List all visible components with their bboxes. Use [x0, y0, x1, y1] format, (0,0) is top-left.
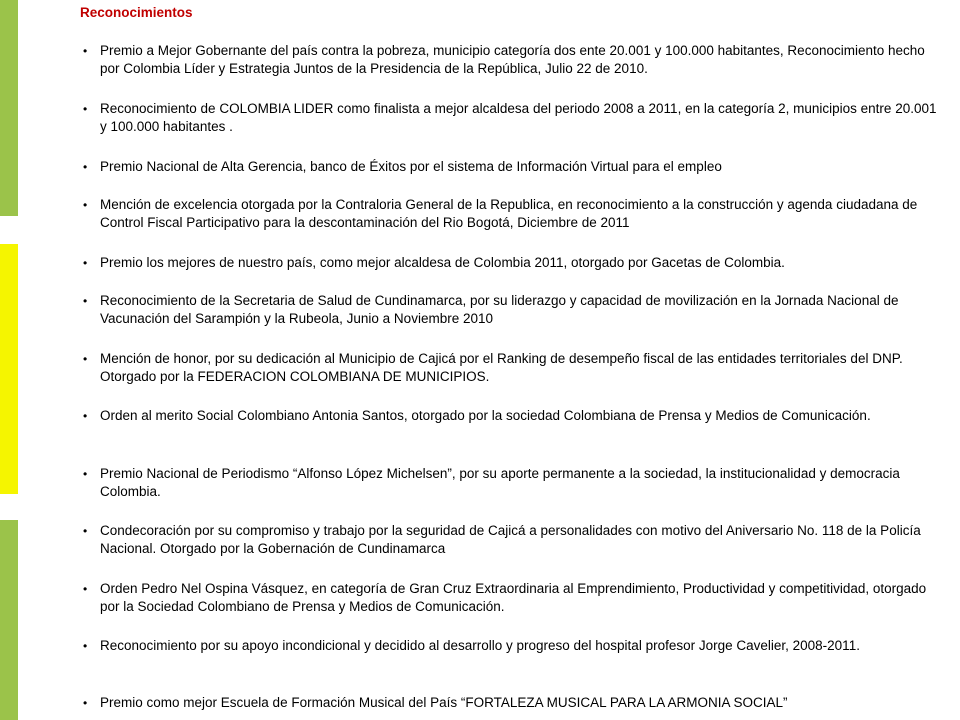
list-item-text: Reconocimiento de la Secretaria de Salud de Cundinamarca, por su liderazgo y capacidad de movilización en la Jornada Nacional de Vacunación del Sarampión y la Rubeola, Junio a Noviembre 2010 — [100, 293, 899, 326]
bullet-icon: • — [83, 160, 88, 174]
list-item-text: Premio a Mejor Gobernante del país contra la pobreza, municipio categoría dos ente 20.001 y 100.000 habitantes, Reconocimiento hecho por Colombia Líder y Estrategia Juntos de la Presidencia de la República, Julio 22 de 2010. — [100, 43, 925, 76]
list-item-text: Reconocimiento por su apoyo incondicional y decidido al desarrollo y progreso del hospital profesor Jorge Cavelier, 2008-2011. — [100, 638, 860, 653]
list-item-text: Condecoración por su compromiso y trabajo por la seguridad de Cajicá a personalidades con motivo del Aniversario No. 118 de la Policía Nacional. Otorgado por la Gobernación de Cundinamarca — [100, 523, 921, 556]
list-item — [80, 350, 945, 386]
list-item — [80, 254, 945, 272]
list-item-text: Reconocimiento de COLOMBIA LIDER como finalista a mejor alcaldesa del periodo 2008 a 2011, en la categoría 2, municipios entre 20.001 y 100.000 habitantes . — [100, 101, 937, 134]
list-item-text: Mención de honor, por su dedicación al Municipio de Cajicá por el Ranking de desempeño fiscal de las entidades territoriales del DNP. Otorgado por la FEDERACION COLOMBIANA DE MUNICIPIOS. — [100, 351, 903, 384]
slide-content — [80, 0, 950, 710]
list-item — [80, 694, 945, 712]
list-item-text: Premio los mejores de nuestro país, como mejor alcaldesa de Colombia 2011, otorgado por Gacetas de Colombia. — [100, 255, 785, 270]
bullet-icon: • — [83, 524, 88, 538]
bullet-icon: • — [83, 102, 88, 116]
list-item — [80, 100, 945, 136]
bullet-icon: • — [83, 352, 88, 366]
list-item-text: Premio como mejor Escuela de Formación Musical del País “FORTALEZA MUSICAL PARA LA ARMONIA SOCIAL” — [100, 695, 788, 710]
list-item — [80, 637, 945, 655]
list-item-text: Premio Nacional de Periodismo “Alfonso López Michelsen”, por su aporte permanente a la sociedad, la institucionalidad y democracia Colombia. — [100, 466, 900, 499]
list-item — [80, 42, 945, 78]
list-item-text: Orden al merito Social Colombiano Antonia Santos, otorgado por la sociedad Colombiana de Prensa y Medios de Comunicación. — [100, 408, 871, 423]
bullet-icon: • — [83, 696, 88, 710]
bullet-icon: • — [83, 294, 88, 308]
bullet-icon: • — [83, 44, 88, 58]
left-stripe-green-top — [0, 0, 18, 216]
bullet-icon: • — [83, 198, 88, 212]
left-stripe-gap — [0, 494, 18, 520]
list-item-text: Orden Pedro Nel Ospina Vásquez, en categoría de Gran Cruz Extraordinaria al Emprendimiento, Productividad y competitividad, otorgado por la Sociedad Colombiano de Prensa y Medios de Comunicación. — [100, 581, 927, 614]
list-item-text: Premio Nacional de Alta Gerencia, banco de Éxitos por el sistema de Información Virtual para el empleo — [100, 159, 722, 174]
list-item — [80, 580, 945, 616]
list-item — [80, 465, 945, 501]
bullet-icon: • — [83, 409, 88, 423]
left-stripe-gap — [0, 216, 18, 244]
list-item — [80, 158, 945, 176]
list-item — [80, 292, 945, 328]
bullet-icon: • — [83, 582, 88, 596]
bullet-icon: • — [83, 467, 88, 481]
left-stripe-green-bottom — [0, 520, 18, 720]
list-item-text: Mención de excelencia otorgada por la Contraloria General de la Republica, en reconocimiento a la construcción y agenda ciudadana de Control Fiscal Participativo para la descontaminación del Rio Bogotá, Diciembre de 2011 — [100, 197, 918, 230]
list-item — [80, 522, 945, 558]
bullet-icon: • — [83, 256, 88, 270]
slide-title: Reconocimientos — [80, 5, 193, 20]
list-item — [80, 407, 945, 425]
bullet-icon: • — [83, 639, 88, 653]
list-item — [80, 196, 945, 232]
left-stripe-yellow — [0, 244, 18, 494]
